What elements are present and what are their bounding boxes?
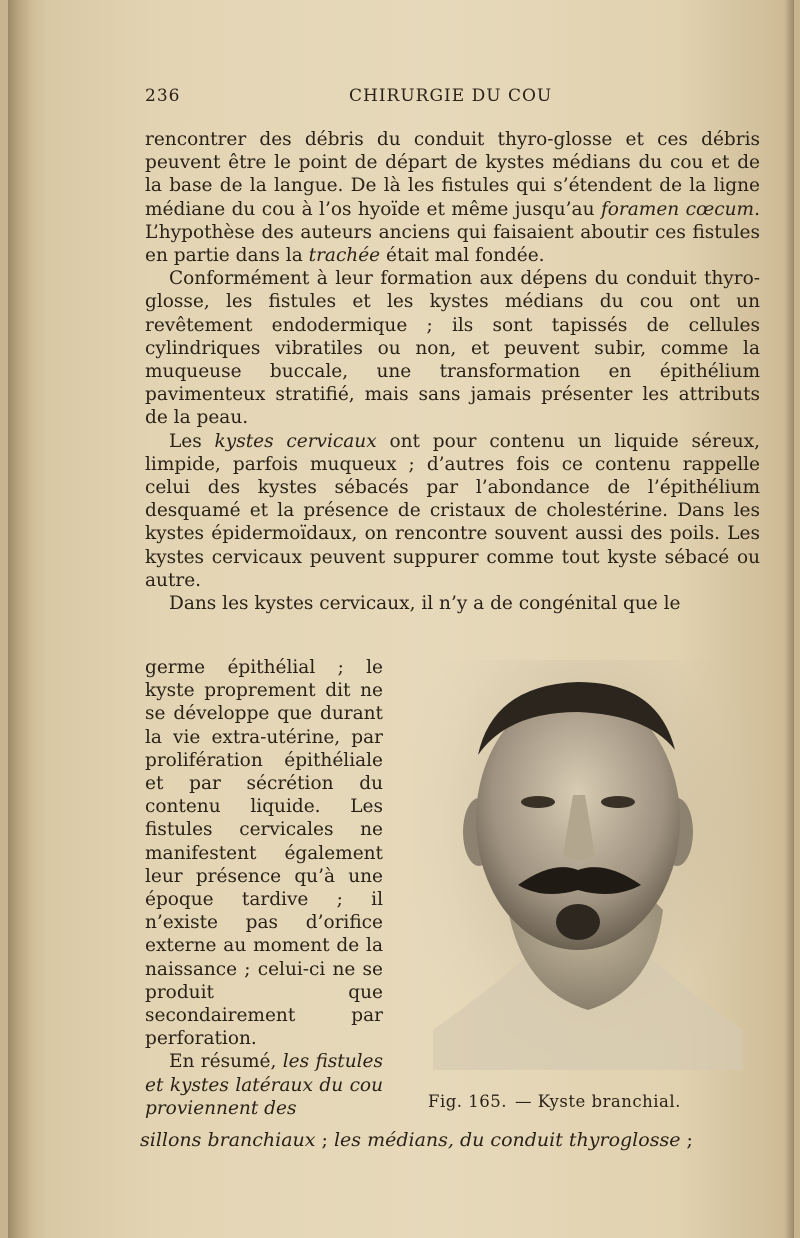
- page-edge-shadow: [784, 0, 794, 1238]
- right-eye-shape: [601, 796, 635, 808]
- paragraph-5-separator: ;: [315, 1129, 334, 1151]
- portrait-illustration: [413, 660, 763, 1070]
- left-eye-shape: [521, 796, 555, 808]
- figure-label: Fig. 165.: [428, 1092, 508, 1111]
- figure-photo: [413, 660, 763, 1070]
- paragraph-2: Conformément à leur formation aux dépens du conduit thyro-glosse, les fistules et les kystes médians du cou ont un revêtement endodermique ; ils sont tapissés de cellules cylindriques vibratiles ou non, et peuvent subir, comme la muqueuse buccale, une transformation en épithélium pavimenteux stratifié, mais sans jamais présenter les attributs de la peau.: [145, 268, 760, 429]
- paragraph-1-text-c: . L’hypothèse des auteurs anciens qui faisaient aboutir ces fistules en partie dans la: [145, 198, 760, 267]
- paragraph-3-text-a: Les: [169, 430, 215, 452]
- narrow-column-text: [145, 656, 383, 1120]
- paragraph-1-italic-term: foramen cœcum: [600, 198, 755, 220]
- beard-tuft-shape: [556, 904, 600, 940]
- paragraph-3-italic-term: kystes cervicaux: [214, 430, 377, 452]
- running-title: CHIRURGIE DU COU: [349, 86, 553, 106]
- body-text: [145, 128, 760, 615]
- paragraph-5-text-a: En résumé,: [169, 1051, 283, 1073]
- paragraph-3: [145, 430, 760, 592]
- book-page: [8, 0, 794, 1238]
- paragraph-4-continued: germe épithélial ; le kyste proprement dit ne se développe que durant la vie extra-utérine, par prolifération épithéliale et par sécrétion du contenu liquide. Les fistules cervicales ne manifestent également leur présence qu’à une époque tardive ; il n’existe pas d’orifice externe au moment de la naissance ; celui-ci ne se produit que secondairement par perforation.: [145, 657, 383, 1050]
- figure-165: [403, 650, 773, 1080]
- paragraph-1: [145, 128, 760, 267]
- page-gutter: [8, 0, 32, 1238]
- paragraph-1-text-e: était mal fondée.: [380, 245, 545, 267]
- paragraph-4-full-line: Dans les kystes cervicaux, il n’y a de congénital que le: [169, 593, 681, 615]
- paragraph-5-italic-branchiaux: sillons branchiaux: [140, 1129, 316, 1151]
- page-number: 236: [145, 86, 181, 106]
- running-head: [145, 86, 755, 112]
- paragraph-5-italic-lateral: les fistules et kystes latéraux du cou proviennent des: [145, 1051, 383, 1119]
- paragraph-1-italic-trachee: trachée: [308, 245, 381, 267]
- paragraph-5: [145, 1050, 383, 1120]
- paragraph-5-last-line: [140, 1128, 780, 1152]
- paragraph-3-text-c: ont pour contenu un liquide séreux, limpide, parfois muqueux ; d’autres fois ce contenu rappelle celui des kystes sébacés par l’abondance de l’épithélium desquamé et la présence de cristaux de cholestérine. Dans les kystes épidermoïdaux, on rencontre souvent aussi des poils. Les kystes cervicaux peuvent suppurer comme tout kyste sébacé ou autre.: [145, 430, 760, 591]
- paragraph-5-italic-medians: les médians, du conduit thyroglosse: [333, 1129, 681, 1151]
- figure-caption: [428, 1092, 748, 1111]
- paragraph-5-end-punct: ;: [680, 1129, 693, 1151]
- figure-caption-text: — Kyste branchial.: [515, 1092, 681, 1111]
- paragraph-1-text-a: rencontrer des débris du conduit thyro-glosse et ces débris peuvent être le point de départ de kystes médians du cou et de la base de la langue. De là les fistules qui s’étendent de la ligne médiane du cou à l’os hyoïde et même jusqu’au: [145, 129, 760, 220]
